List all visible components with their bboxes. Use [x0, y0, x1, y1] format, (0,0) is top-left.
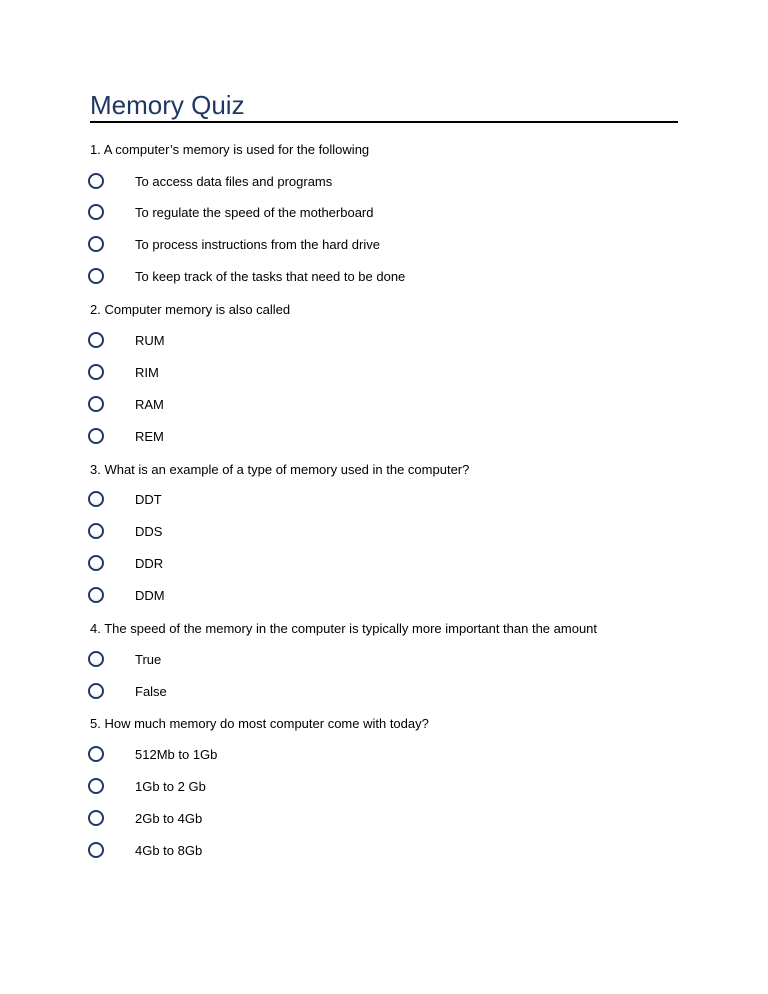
question-3-text: 3. What is an example of a type of memory used in the computer? [90, 462, 470, 477]
option-label: To keep track of the tasks that need to be done [135, 269, 406, 284]
option-label: 512Mb to 1Gb [135, 747, 218, 762]
option-label: RAM [135, 397, 164, 412]
radio-button[interactable] [88, 683, 104, 699]
question-3-option-4[interactable] [88, 587, 648, 607]
question-1-option-4[interactable] [88, 268, 648, 288]
radio-button[interactable] [88, 332, 104, 348]
question-1-option-3[interactable] [88, 236, 648, 256]
question-5-option-3[interactable] [88, 810, 648, 830]
option-label: 1Gb to 2 Gb [135, 779, 206, 794]
option-label: To process instructions from the hard drive [135, 237, 380, 252]
radio-button[interactable] [88, 842, 104, 858]
question-2-option-2[interactable] [88, 364, 648, 384]
question-5-option-2[interactable] [88, 778, 648, 798]
question-4-option-1[interactable] [88, 651, 648, 671]
option-label: DDR [135, 556, 164, 571]
option-label: RIM [135, 365, 159, 380]
radio-button[interactable] [88, 778, 104, 794]
radio-button[interactable] [88, 204, 104, 220]
question-5-option-1[interactable] [88, 746, 648, 766]
radio-button[interactable] [88, 491, 104, 507]
radio-button[interactable] [88, 236, 104, 252]
option-label: DDS [135, 524, 163, 539]
option-label: True [135, 652, 162, 667]
radio-button[interactable] [88, 173, 104, 189]
option-label: To regulate the speed of the motherboard [135, 205, 374, 220]
radio-button[interactable] [88, 396, 104, 412]
question-3-option-1[interactable] [88, 491, 648, 511]
question-4-option-2[interactable] [88, 683, 648, 703]
question-2-text: 2. Computer memory is also called [90, 302, 291, 317]
question-5-text: 5. How much memory do most computer come with today? [90, 716, 429, 731]
question-2-option-1[interactable] [88, 332, 648, 352]
question-1-option-1[interactable] [88, 173, 648, 193]
option-label: 4Gb to 8Gb [135, 843, 203, 858]
radio-button[interactable] [88, 587, 104, 603]
option-label: To access data files and programs [135, 174, 333, 189]
question-5-option-4[interactable] [88, 842, 648, 862]
question-4-text: 4. The speed of the memory in the computer is typically more important than the amount [90, 621, 598, 636]
question-1-option-2[interactable] [88, 204, 648, 224]
option-label: 2Gb to 4Gb [135, 811, 203, 826]
option-label: DDM [135, 588, 165, 603]
radio-button[interactable] [88, 428, 104, 444]
radio-button[interactable] [88, 746, 104, 762]
question-2-option-4[interactable] [88, 428, 648, 448]
question-3-option-3[interactable] [88, 555, 648, 575]
option-label: DDT [135, 492, 162, 507]
question-1-text: 1. A computer’s memory is used for the following [90, 142, 370, 157]
radio-button[interactable] [88, 523, 104, 539]
option-label: False [135, 684, 167, 699]
radio-button[interactable] [88, 364, 104, 380]
radio-button[interactable] [88, 555, 104, 571]
option-label: REM [135, 429, 164, 444]
radio-button[interactable] [88, 268, 104, 284]
question-3-option-2[interactable] [88, 523, 648, 543]
radio-button[interactable] [88, 651, 104, 667]
radio-button[interactable] [88, 810, 104, 826]
page-title: Memory Quiz [90, 89, 678, 123]
question-2-option-3[interactable] [88, 396, 648, 416]
option-label: RUM [135, 333, 165, 348]
